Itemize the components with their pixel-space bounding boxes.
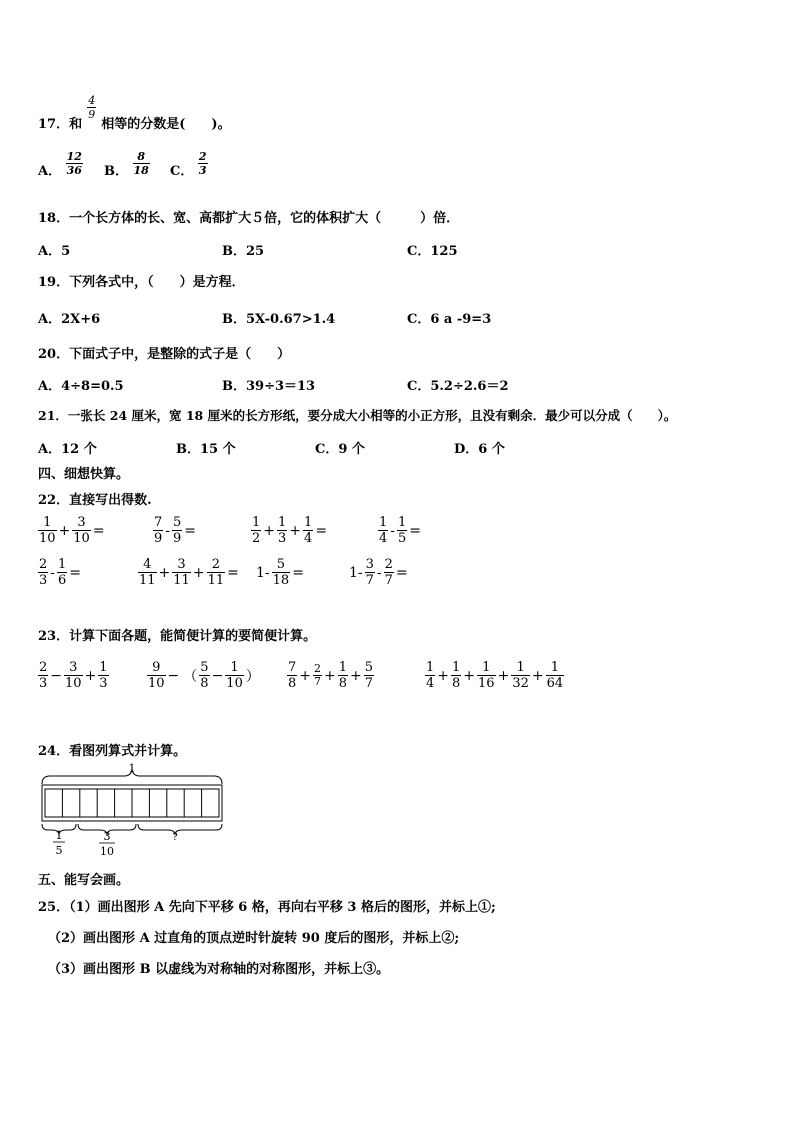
q25-part-2: （2）画出图形 A 过直角的顶点逆时针旋转 90 度后的图形，并标上②; <box>48 931 460 946</box>
q22-expr-8: 1- $\frac{3}{7}$ - $\frac{2}{7}$ = <box>349 557 408 588</box>
section-4-heading: 四、细想快算。 <box>38 467 130 482</box>
q25-part-3: （3）画出图形 B 以虚线为对称轴的对称图形，并标上③。 <box>48 962 390 977</box>
q21-option-d: D．6 个 <box>454 442 505 457</box>
q19-option-c: C．6 a -9=3 <box>407 312 492 327</box>
q17-stem <box>38 92 231 132</box>
q23-expr-1: $\frac{2}{3}$ − $\frac{3}{10}$ + $\frac{1}{3}$ <box>39 660 108 691</box>
q17-prefix: 17．和 <box>38 117 83 132</box>
q18-option-b: B．25 <box>222 244 265 259</box>
bar-cells <box>62 789 201 817</box>
q23-expr-4: $\frac{1}{4}$ + $\frac{1}{8}$ + $\frac{1}{16}$ + $\frac{1}{32}$ + $\frac{1}{64}$ <box>426 660 564 691</box>
seg2-num: 3 <box>103 830 111 843</box>
q17-option-b: B． $\frac{8}{18}$ <box>104 150 149 179</box>
q21-option-b: B．15 个 <box>176 442 236 457</box>
q21-text: 21．一张长 24 厘米，宽 18 厘米的长方形纸，要分成大小相等的小正方形，且没有剩余．最少可以分成（ ）。 <box>38 408 677 423</box>
q23-expr-2: $\frac{9}{10}$ − （ $\frac{5}{8}$ − $\frac{1}{10}$ ） <box>148 660 260 691</box>
q22-expr-2: $\frac{7}{9}$ - $\frac{5}{9}$ = <box>154 515 197 546</box>
q22-expr-5: $\frac{2}{3}$ - $\frac{1}{6}$ = <box>39 557 82 588</box>
q23-expr-3: $\frac{7}{8}$ + $\frac{2}{7}$ + $\frac{1}{8}$ + $\frac{5}{7}$ <box>288 660 374 691</box>
q25-part-1: 25．（1）画出图形 A 先向下平移 6 格，再向右平移 3 格后的图形，并标上①; <box>38 900 496 915</box>
q20-option-c: C．5.2÷2.6＝2 <box>407 379 509 394</box>
seg2-den: 10 <box>100 845 114 858</box>
seg1-den: 5 <box>55 844 63 857</box>
q22-expr-4: $\frac{1}{4}$ - $\frac{1}{5}$ = <box>379 515 422 546</box>
q22-expr-7: 1- $\frac{5}{18}$ = <box>256 557 304 588</box>
q19-option-b: B．5X-0.67>1.4 <box>222 312 336 327</box>
q22-text: 22．直接写出得数. <box>38 493 152 508</box>
q17-option-c: C． $\frac{2}{3}$ <box>170 150 207 179</box>
q17-stem-fraction: $\frac{4}{9}$ <box>88 94 96 121</box>
q24-segment-diagram <box>36 762 236 862</box>
q20-option-a: A．4÷8=0.5 <box>38 379 124 394</box>
q22-expr-6: $\frac{4}{11}$ + $\frac{3}{11}$ + $\frac{2}{11}$ = <box>139 557 239 588</box>
seg1-num: 1 <box>55 829 63 842</box>
q22-expr-3: $\frac{1}{2}$ + $\frac{1}{3}$ + $\frac{1}{4}$ = <box>252 515 328 546</box>
q20-option-b: B．39÷3＝13 <box>222 379 316 394</box>
q23-text: 23．计算下面各题，能简便计算的要简便计算。 <box>38 629 317 644</box>
q21-option-c: C．9 个 <box>315 442 365 457</box>
q21-option-a: A．12 个 <box>38 442 97 457</box>
q20-text: 20．下面式子中，是整除的式子是（ ） <box>38 347 291 362</box>
q18-option-c: C．125 <box>407 244 458 259</box>
q18-option-a: A．5 <box>38 244 71 259</box>
q17-option-a: A． $\frac{12}{36}$ <box>38 150 82 179</box>
q18-text: 18．一个长方体的长、宽、高都扩大５倍，它的体积扩大（ ）倍． <box>38 211 460 226</box>
unknown-label: ? <box>172 832 178 843</box>
section-5-heading: 五、能写会画。 <box>38 873 130 888</box>
q24-text: 24．看图列算式并计算。 <box>38 744 187 759</box>
unknown-brace <box>138 824 222 835</box>
q17-suffix: 相等的分数是( )。 <box>101 117 231 132</box>
q19-text: 19．下列各式中，（ ）是方程． <box>38 275 245 290</box>
q22-expr-1: $\frac{1}{10}$ + $\frac{3}{10}$ = <box>39 515 105 546</box>
q19-option-a: A．2X+6 <box>38 312 101 327</box>
whole-label: 1 <box>128 762 136 775</box>
